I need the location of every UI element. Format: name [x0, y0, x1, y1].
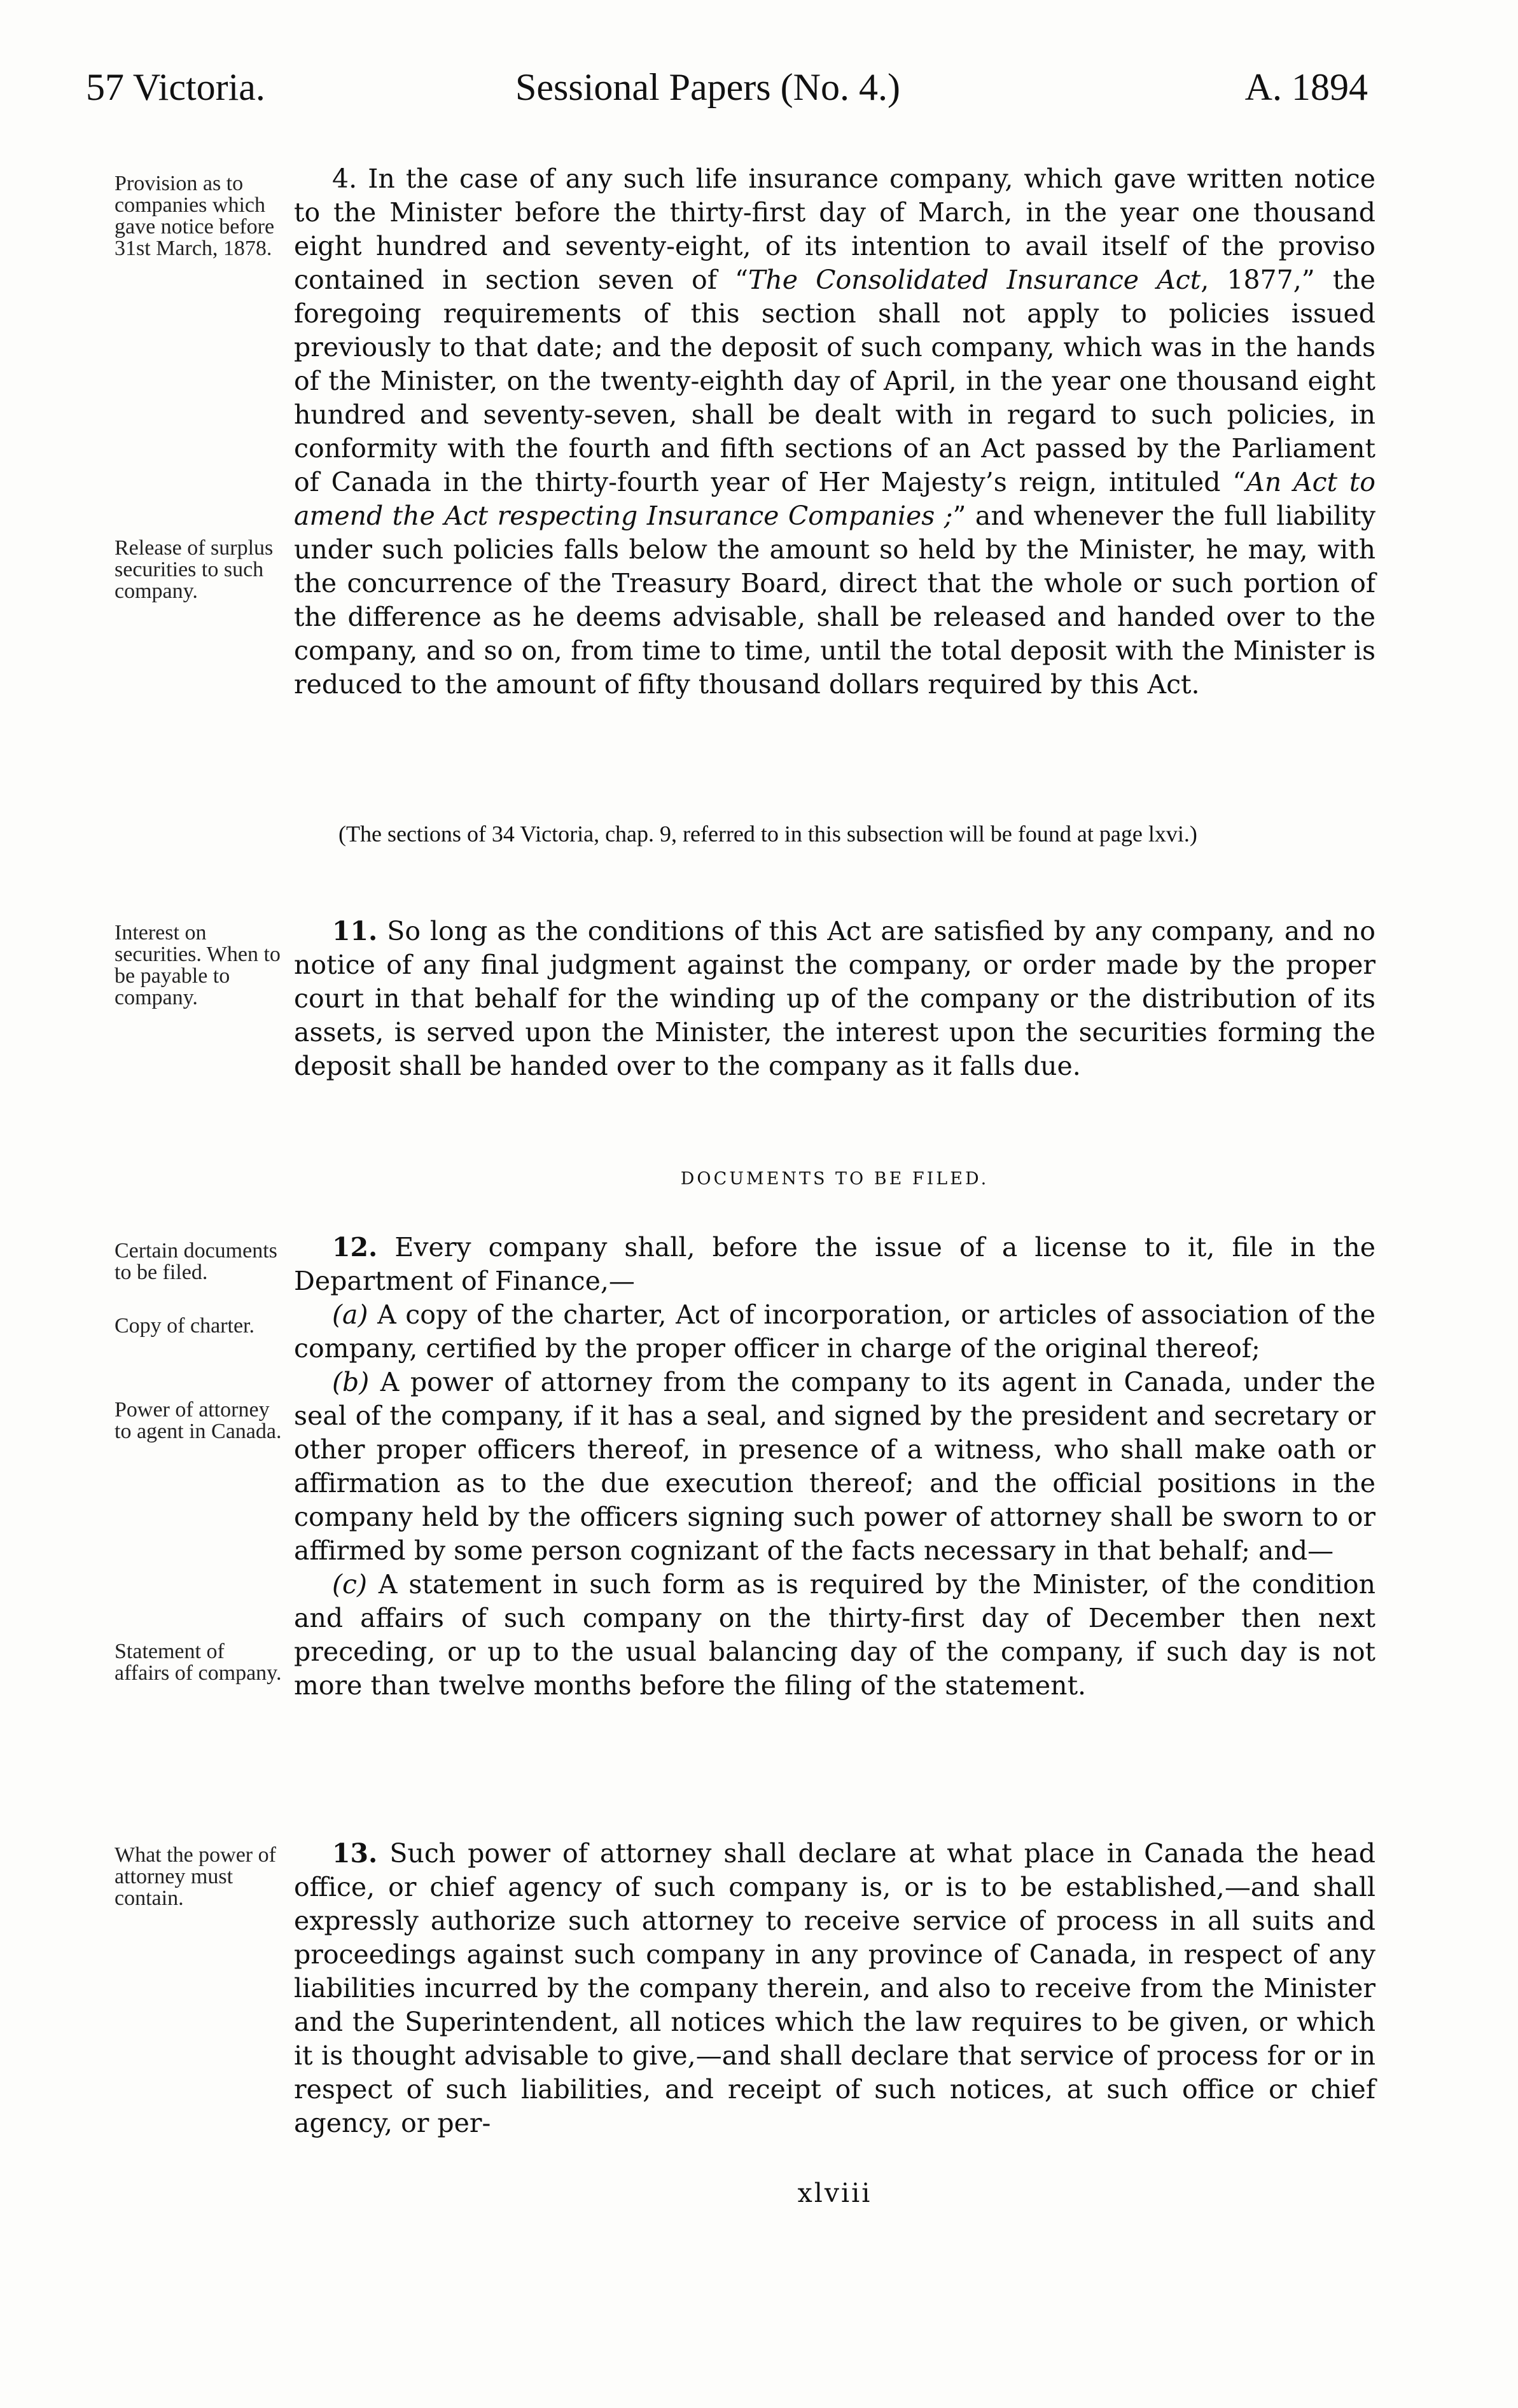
editorial-note: (The sections of 34 Victoria, chap. 9, referred to in this subsection will be found at page lxvi.): [338, 821, 1197, 847]
clause-c-text: A statement in such form as is required by the Minister, of the condition and affairs of such company on the thirty-first day of December then next preceding, or up to the usual balancing day of the company, if such day is not more than twelve months before the filing of the statement.: [294, 1569, 1375, 1701]
section-11: [294, 915, 1375, 1083]
margin-note-certain-documents: Certain documents to be filed.: [115, 1239, 277, 1284]
margin-note-copy-of-charter: Copy of charter.: [115, 1314, 254, 1338]
section-4-number: 4.: [332, 163, 358, 194]
clause-c-label: (c): [332, 1569, 367, 1600]
clause-a-text: A copy of the charter, Act of incorporation, or articles of association of the company, certified by the proper officer in charge of the original thereof;: [294, 1299, 1375, 1364]
section-4-text-a: In the case of any such life insurance company, which gave written notice to the Minister before the thirty-first day of March, in the year one thousand eight hundred and seventy-eight, of its intention to avail itself of the proviso contained in section seven of “: [294, 163, 1375, 295]
margin-note-release: Release of surplus securities to such company.: [115, 536, 274, 603]
section-4: [294, 162, 1375, 702]
page-number: xlviii: [797, 2178, 872, 2208]
section-13-number: 13.: [332, 1838, 378, 1869]
section-4-text-b: , 1877,” the foregoing requirements of this section shall not apply to policies issued previously to that date; and the deposit of such company, which was in the hands of the Minister, on the twenty-eighth day of April, in the year one thousand eight hundred and seventy-seven, shall be dealt with in regard to such policies, in conformity with the fourth and fifth sections of an Act passed by the Parliament of Canada in the thirty-fourth year of Her Majesty’s reign, intituled “: [294, 265, 1375, 497]
margin-note-provision: Provision as to companies which gave notice before 31st March, 1878.: [115, 172, 275, 260]
section-heading: DOCUMENTS TO BE FILED.: [680, 1169, 989, 1189]
section-12-intro: Every company shall, before the issue of a license to it, file in the Department of Finance,—: [294, 1232, 1375, 1296]
header-year: A. 1894: [1244, 66, 1368, 108]
margin-note-what-power-contains: What the power of attorney must contain.: [115, 1843, 276, 1910]
section-4-amending-act: An Act to amend the Act respecting Insurance Companies ;: [294, 467, 1375, 531]
margin-note-statement-of-affairs: Statement of affairs of company.: [115, 1640, 282, 1685]
margin-note-power-of-attorney: Power of attorney to agent in Canada.: [115, 1398, 282, 1443]
margin-note-interest: Interest on securities. When to be payable to company.: [115, 921, 281, 1009]
section-4-act-title: The Consolidated Insurance Act: [748, 265, 1201, 295]
section-13: [294, 1837, 1375, 2140]
clause-b-text: A power of attorney from the company to its agent in Canada, under the seal of the company, if it has a seal, and signed by the president and secretary or other proper officers thereof, in presence of a witness, who shall make oath or affirmation as to the due execution thereof; and the official positions in the company held by the officers signing such power of attorney shall be sworn to or affirmed by some person cognizant of the facts necessary in that behalf; and—: [294, 1367, 1375, 1566]
header-volume: 57 Victoria.: [86, 66, 265, 108]
section-12: [294, 1231, 1375, 1703]
section-13-text: Such power of attorney shall declare at what place in Canada the head office, or chief agency of such company is, or is to be established,—and shall expressly authorize such attorney to receive service of process in all suits and proceedings against such company in any province of Canada, in respect of any liabilities incurred by the company therein, and also to receive from the Minister and the Superintendent, all notices which the law requires to be given, or which it is thought advisable to give,—and shall declare that service of process for or in respect of such liabilities, and receipt of such notices, at such office or chief agency, or per-: [294, 1838, 1375, 2138]
section-11-number: 11.: [332, 916, 378, 946]
section-12-number: 12.: [332, 1232, 378, 1263]
section-11-text: So long as the conditions of this Act are satisfied by any company, and no notice of any final judgment against the company, or order made by the proper court in that behalf for the winding up of the company or the distribution of its assets, is served upon the Minister, the interest upon the securities forming the deposit shall be handed over to the company as it falls due.: [294, 916, 1375, 1081]
clause-a-label: (a): [332, 1299, 368, 1330]
clause-b-label: (b): [332, 1367, 370, 1397]
header-title: Sessional Papers (No. 4.): [515, 66, 900, 108]
running-header: [86, 65, 1368, 109]
section-4-text-c: ” and whenever the full liability under such policies falls below the amount so held by the Minister, he may, with the concurrence of the Treasury Board, direct that the whole or such portion of the difference as he deems advisable, shall be released and handed over to the company, and so on, from time to time, until the total deposit with the Minister is reduced to the amount of fifty thousand dollars required by this Act.: [294, 501, 1375, 700]
